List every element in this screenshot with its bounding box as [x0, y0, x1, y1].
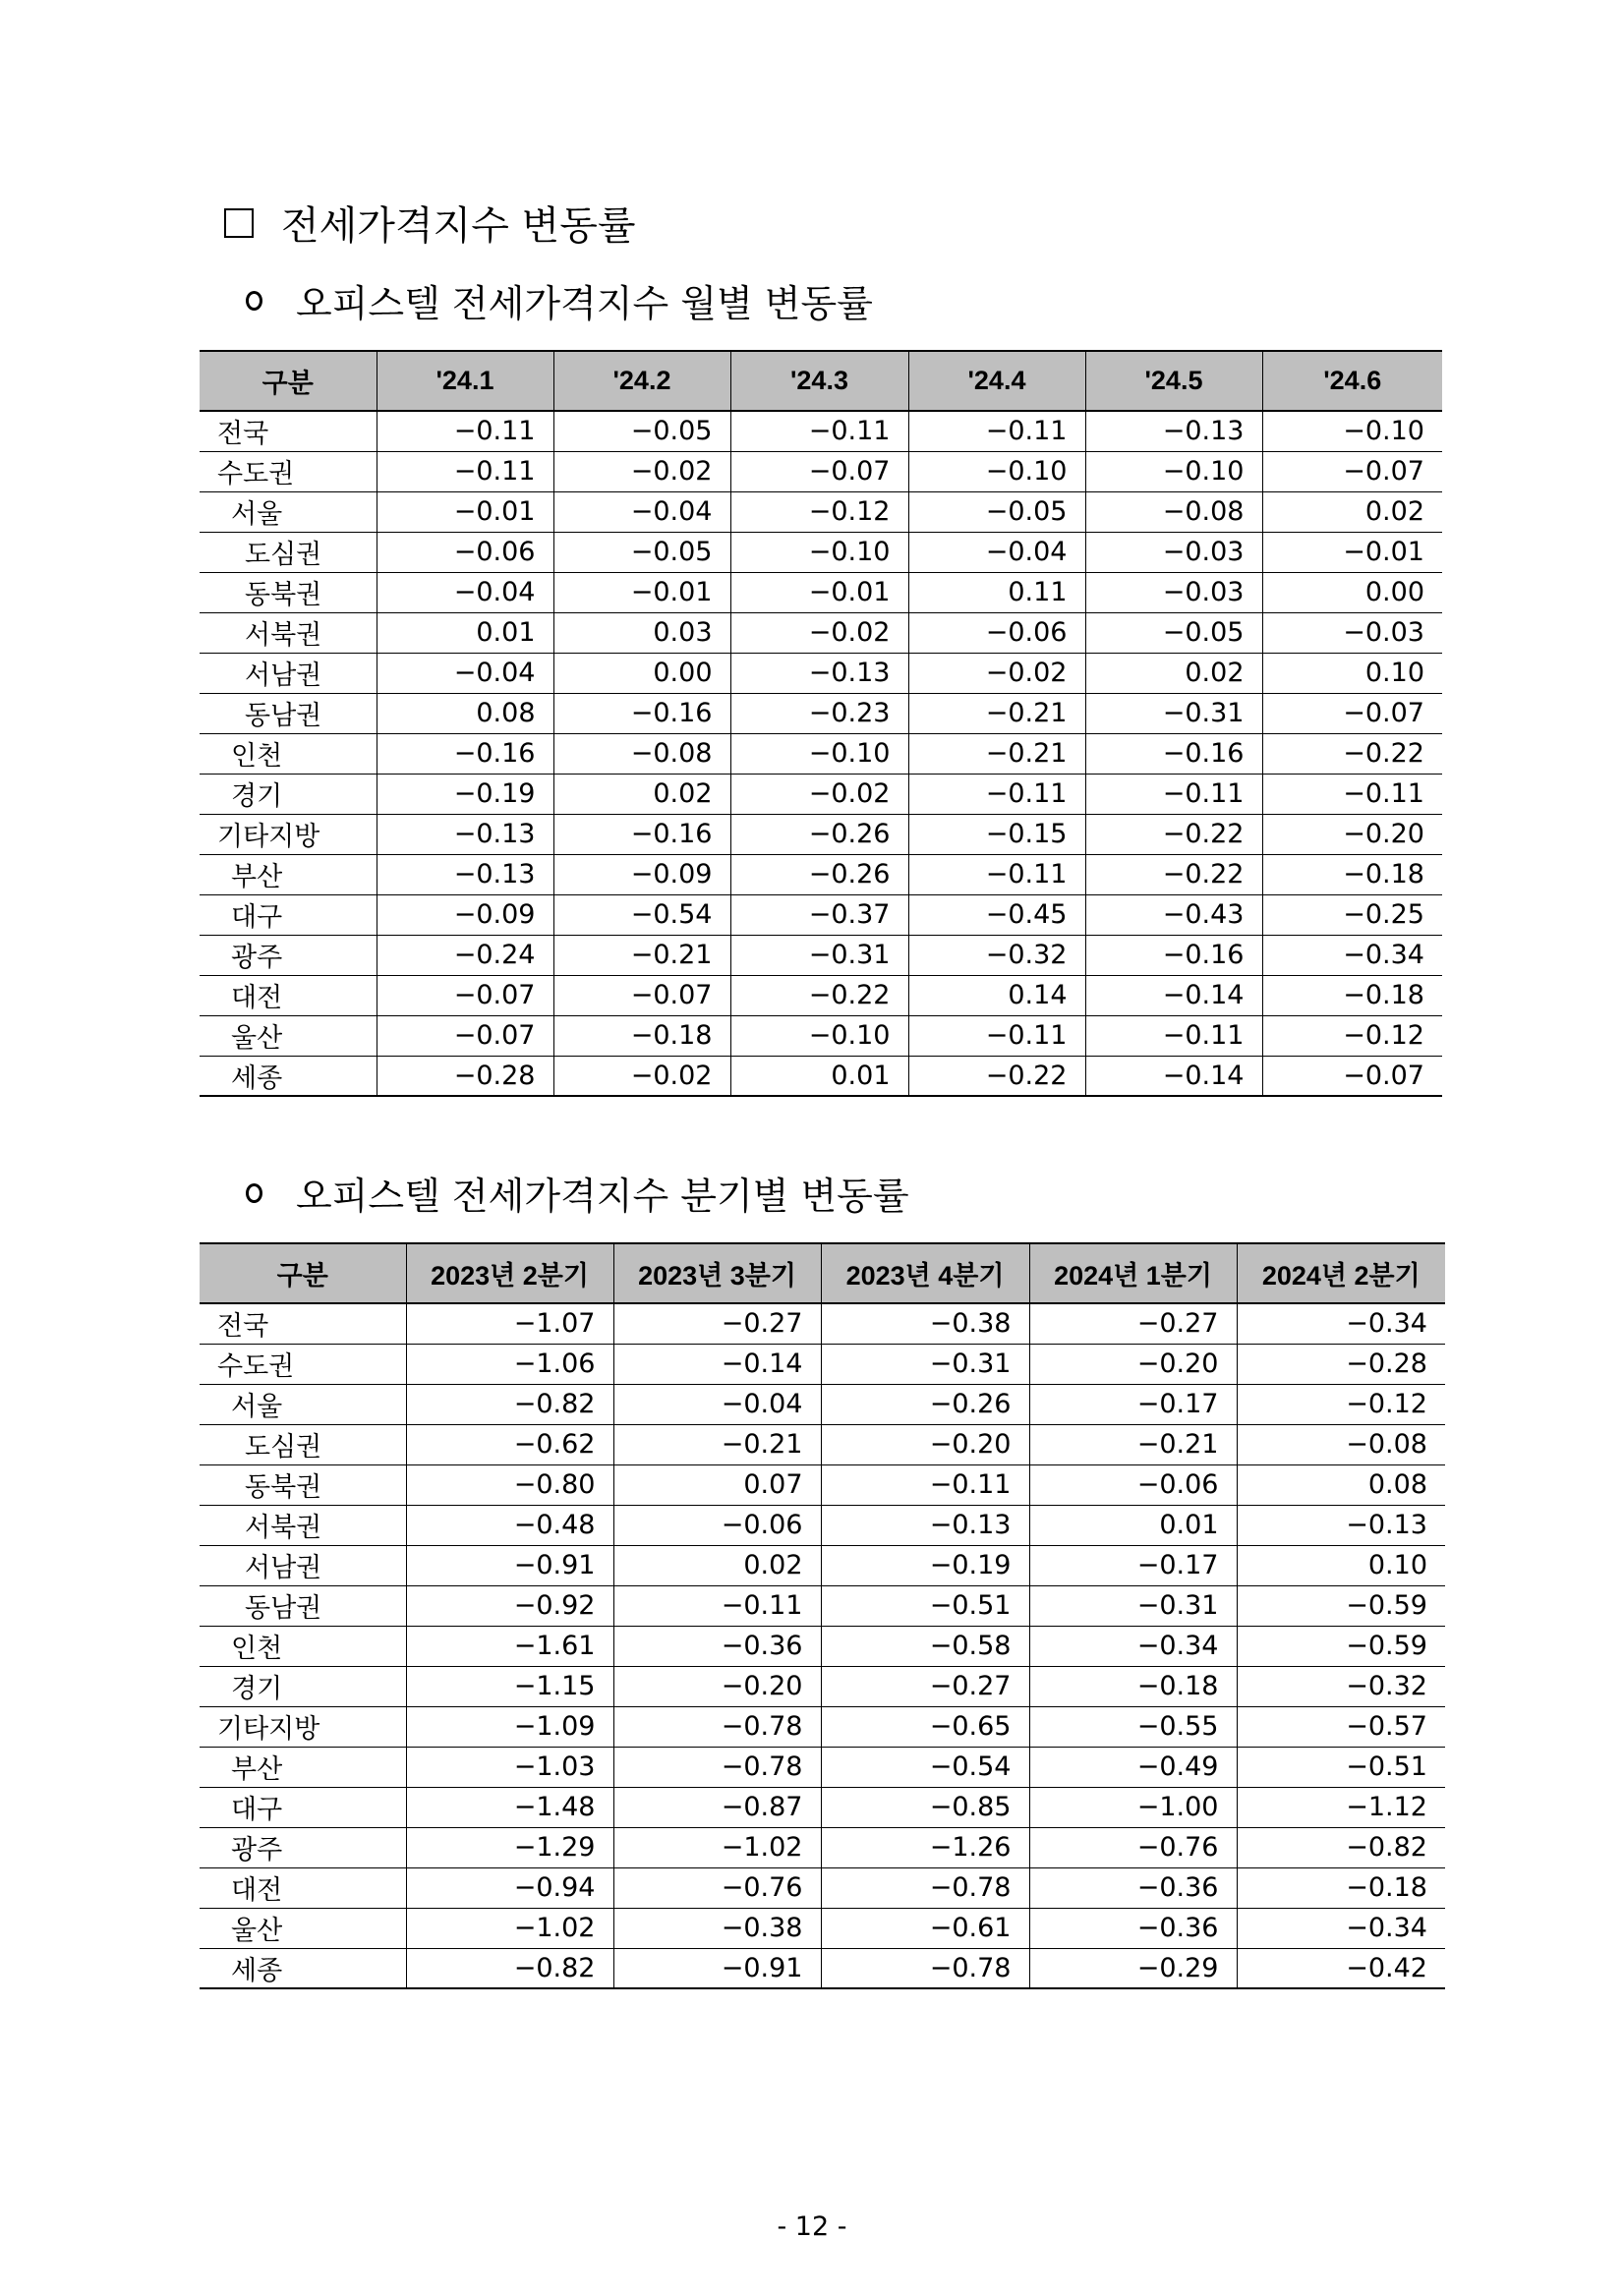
table-row: [200, 1545, 1445, 1585]
table-cell: −1.15: [406, 1666, 613, 1706]
table-cell: −0.07: [1262, 1056, 1442, 1096]
row-label: 서남권: [200, 1545, 406, 1585]
table-cell: −0.14: [613, 1344, 821, 1384]
table-cell: −0.21: [908, 733, 1085, 774]
table-cell: 0.08: [1237, 1464, 1445, 1505]
table-cell: 0.02: [1085, 653, 1262, 693]
table-cell: −0.01: [553, 572, 730, 612]
table-cell: −1.29: [406, 1827, 613, 1867]
table-row: [200, 935, 1442, 975]
table-cell: −0.26: [730, 814, 908, 854]
table-cell: −0.16: [1085, 733, 1262, 774]
table-cell: −0.10: [730, 733, 908, 774]
table-cell: −1.06: [406, 1344, 613, 1384]
column-header: '24.2: [553, 351, 730, 411]
table-row: [200, 1585, 1445, 1626]
row-label: 기타지방: [200, 814, 377, 854]
row-label: 서북권: [200, 612, 377, 653]
table-cell: −0.26: [821, 1384, 1029, 1424]
table-cell: −0.04: [553, 491, 730, 532]
row-label: 광주: [200, 1827, 406, 1867]
table-cell: −0.18: [553, 1015, 730, 1056]
table-cell: −0.14: [1085, 975, 1262, 1015]
table-cell: −0.05: [908, 491, 1085, 532]
table-row: [200, 1666, 1445, 1706]
table-cell: −0.59: [1237, 1585, 1445, 1626]
table-row: [200, 411, 1442, 451]
table-cell: −0.04: [613, 1384, 821, 1424]
table-cell: −0.31: [1085, 693, 1262, 733]
table-row: [200, 1626, 1445, 1666]
table-cell: −0.22: [1262, 733, 1442, 774]
table-cell: 0.07: [613, 1464, 821, 1505]
table-cell: −0.55: [1029, 1706, 1237, 1747]
table-cell: −0.02: [730, 612, 908, 653]
table-cell: −0.43: [1085, 894, 1262, 935]
table-cell: −0.01: [377, 491, 553, 532]
table-cell: −1.00: [1029, 1787, 1237, 1827]
table-cell: −0.21: [613, 1424, 821, 1464]
row-label: 기타지방: [200, 1706, 406, 1747]
row-label: 동북권: [200, 1464, 406, 1505]
table-cell: −0.24: [377, 935, 553, 975]
table-cell: −0.91: [406, 1545, 613, 1585]
table-row: [200, 1706, 1445, 1747]
table-cell: −0.11: [908, 411, 1085, 451]
table-cell: −0.16: [1085, 935, 1262, 975]
table-cell: −0.82: [1237, 1827, 1445, 1867]
table-cell: −0.54: [553, 894, 730, 935]
table-cell: 0.01: [730, 1056, 908, 1096]
table-cell: −0.08: [553, 733, 730, 774]
table-cell: −1.02: [406, 1908, 613, 1948]
column-header: 2023년 2분기: [406, 1243, 613, 1303]
row-label: 동남권: [200, 1585, 406, 1626]
table-cell: −0.28: [1237, 1344, 1445, 1384]
table-cell: −0.78: [613, 1706, 821, 1747]
table-row: [200, 854, 1442, 894]
table-cell: −1.03: [406, 1747, 613, 1787]
table-cell: −0.38: [821, 1303, 1029, 1344]
table-cell: −0.11: [821, 1464, 1029, 1505]
table-cell: −0.04: [377, 572, 553, 612]
table-row: [200, 1505, 1445, 1545]
table-cell: −0.16: [553, 693, 730, 733]
table-cell: −0.10: [908, 451, 1085, 491]
column-header: '24.5: [1085, 351, 1262, 411]
table-header-row: [200, 1243, 1445, 1303]
column-header: 2024년 2분기: [1237, 1243, 1445, 1303]
table-cell: −0.51: [821, 1585, 1029, 1626]
table-cell: −0.21: [1029, 1424, 1237, 1464]
table-cell: −0.05: [553, 532, 730, 572]
table-cell: −0.07: [377, 1015, 553, 1056]
table-row: [200, 693, 1442, 733]
table-cell: −0.26: [730, 854, 908, 894]
table-cell: −0.61: [821, 1908, 1029, 1948]
table-cell: −0.03: [1085, 572, 1262, 612]
row-label: 도심권: [200, 532, 377, 572]
table-cell: −0.11: [1085, 1015, 1262, 1056]
table-row: [200, 814, 1442, 854]
table-cell: −0.18: [1262, 975, 1442, 1015]
row-label: 광주: [200, 935, 377, 975]
column-header-category: 구분: [200, 1243, 406, 1303]
table-row: [200, 612, 1442, 653]
table-cell: −0.78: [613, 1747, 821, 1787]
quarterly-change-table: [200, 1242, 1445, 1989]
table-row: [200, 1948, 1445, 1988]
table-cell: −0.22: [1085, 814, 1262, 854]
table-cell: −0.91: [613, 1948, 821, 1988]
row-label: 울산: [200, 1908, 406, 1948]
row-label: 동남권: [200, 693, 377, 733]
table-cell: −0.27: [613, 1303, 821, 1344]
table-cell: −0.11: [377, 451, 553, 491]
table-cell: −0.31: [1029, 1585, 1237, 1626]
column-header: '24.6: [1262, 351, 1442, 411]
table-cell: −1.48: [406, 1787, 613, 1827]
table-cell: −0.07: [1262, 451, 1442, 491]
table-cell: −0.08: [1085, 491, 1262, 532]
row-label: 수도권: [200, 451, 377, 491]
table-cell: 0.02: [613, 1545, 821, 1585]
table-row: [200, 1787, 1445, 1827]
table-cell: −0.18: [1237, 1867, 1445, 1908]
table-row: [200, 1384, 1445, 1424]
table-cell: −0.12: [1262, 1015, 1442, 1056]
column-header: 2024년 1분기: [1029, 1243, 1237, 1303]
table-cell: 0.01: [377, 612, 553, 653]
table-cell: −0.76: [1029, 1827, 1237, 1867]
table-cell: −0.49: [1029, 1747, 1237, 1787]
table-cell: −0.22: [1085, 854, 1262, 894]
row-label: 경기: [200, 1666, 406, 1706]
monthly-title-text: 오피스텔 전세가격지수 월별 변동률: [296, 282, 873, 325]
table-header-row: [200, 351, 1442, 411]
table-cell: −0.78: [821, 1867, 1029, 1908]
table-row: [200, 894, 1442, 935]
table-cell: −0.12: [730, 491, 908, 532]
table-cell: −0.22: [730, 975, 908, 1015]
row-label: 세종: [200, 1056, 377, 1096]
table-cell: −0.36: [613, 1626, 821, 1666]
column-header: 2023년 3분기: [613, 1243, 821, 1303]
table-cell: −0.01: [1262, 532, 1442, 572]
bullet-icon: [246, 291, 262, 311]
table-cell: −0.16: [377, 733, 553, 774]
table-cell: −0.42: [1237, 1948, 1445, 1988]
table-cell: −1.12: [1237, 1787, 1445, 1827]
table-cell: 0.11: [908, 572, 1085, 612]
table-cell: −0.32: [908, 935, 1085, 975]
table-cell: −0.10: [1262, 411, 1442, 451]
table-row: [200, 774, 1442, 814]
table-cell: −0.13: [730, 653, 908, 693]
table-cell: −0.15: [908, 814, 1085, 854]
table-cell: −0.18: [1029, 1666, 1237, 1706]
table-cell: −0.76: [613, 1867, 821, 1908]
table-cell: −0.45: [908, 894, 1085, 935]
table-cell: 0.02: [1262, 491, 1442, 532]
table-cell: −1.07: [406, 1303, 613, 1344]
table-cell: −0.17: [1029, 1384, 1237, 1424]
row-label: 대구: [200, 894, 377, 935]
table-cell: −1.26: [821, 1827, 1029, 1867]
table-cell: −0.11: [908, 774, 1085, 814]
table-cell: −0.13: [1237, 1505, 1445, 1545]
table-row: [200, 1908, 1445, 1948]
table-row: [200, 1747, 1445, 1787]
table-cell: −0.05: [1085, 612, 1262, 653]
table-cell: −0.11: [908, 854, 1085, 894]
table-cell: −0.29: [1029, 1948, 1237, 1988]
table-cell: −0.19: [821, 1545, 1029, 1585]
row-label: 부산: [200, 1747, 406, 1787]
table-row: [200, 1867, 1445, 1908]
row-label: 수도권: [200, 1344, 406, 1384]
table-cell: −0.07: [730, 451, 908, 491]
table-cell: −0.03: [1262, 612, 1442, 653]
table-cell: 0.03: [553, 612, 730, 653]
table-cell: −0.08: [1237, 1424, 1445, 1464]
column-header: '24.1: [377, 351, 553, 411]
table-cell: −0.34: [1237, 1908, 1445, 1948]
table-row: [200, 1464, 1445, 1505]
table-cell: −0.25: [1262, 894, 1442, 935]
table-cell: −0.18: [1262, 854, 1442, 894]
table-row: [200, 1303, 1445, 1344]
table-cell: −0.03: [1085, 532, 1262, 572]
row-label: 인천: [200, 1626, 406, 1666]
row-label: 대구: [200, 1787, 406, 1827]
table-cell: −0.02: [553, 451, 730, 491]
table-cell: −0.21: [908, 693, 1085, 733]
table-cell: −0.11: [1262, 774, 1442, 814]
table-row: [200, 532, 1442, 572]
row-label: 서북권: [200, 1505, 406, 1545]
row-label: 서울: [200, 1384, 406, 1424]
table-cell: −0.20: [613, 1666, 821, 1706]
table-cell: −0.51: [1237, 1747, 1445, 1787]
table-cell: −0.31: [730, 935, 908, 975]
table-cell: −0.23: [730, 693, 908, 733]
row-label: 경기: [200, 774, 377, 814]
table-row: [200, 1424, 1445, 1464]
row-label: 대전: [200, 1867, 406, 1908]
table-cell: −0.13: [821, 1505, 1029, 1545]
table-row: [200, 572, 1442, 612]
table-cell: −0.82: [406, 1948, 613, 1988]
table-cell: 0.01: [1029, 1505, 1237, 1545]
table-cell: −0.13: [377, 814, 553, 854]
row-label: 서울: [200, 491, 377, 532]
table-cell: −0.06: [377, 532, 553, 572]
column-header: 2023년 4분기: [821, 1243, 1029, 1303]
table-cell: −0.31: [821, 1344, 1029, 1384]
table-cell: −0.13: [1085, 411, 1262, 451]
column-header: '24.4: [908, 351, 1085, 411]
table-cell: −0.85: [821, 1787, 1029, 1827]
section-title: [224, 195, 635, 251]
table-cell: −0.19: [377, 774, 553, 814]
table-cell: −0.06: [1029, 1464, 1237, 1505]
table-cell: −0.07: [553, 975, 730, 1015]
table-cell: −0.09: [377, 894, 553, 935]
table-row: [200, 1015, 1442, 1056]
table-cell: −0.22: [908, 1056, 1085, 1096]
table-cell: −1.02: [613, 1827, 821, 1867]
table-cell: −0.34: [1237, 1303, 1445, 1344]
table-cell: −0.11: [377, 411, 553, 451]
table-cell: −0.21: [553, 935, 730, 975]
column-header: '24.3: [730, 351, 908, 411]
table-cell: −0.80: [406, 1464, 613, 1505]
bullet-icon: [246, 1183, 262, 1203]
table-cell: −0.02: [730, 774, 908, 814]
table-cell: −0.04: [377, 653, 553, 693]
table-row: [200, 451, 1442, 491]
row-label: 대전: [200, 975, 377, 1015]
table-cell: −0.28: [377, 1056, 553, 1096]
table-row: [200, 653, 1442, 693]
table-cell: −0.20: [1029, 1344, 1237, 1384]
table-cell: −0.36: [1029, 1908, 1237, 1948]
row-label: 부산: [200, 854, 377, 894]
table-cell: 0.14: [908, 975, 1085, 1015]
table-cell: −0.16: [553, 814, 730, 854]
table-cell: −0.82: [406, 1384, 613, 1424]
row-label: 인천: [200, 733, 377, 774]
table-cell: −0.11: [613, 1585, 821, 1626]
table-row: [200, 1056, 1442, 1096]
table-cell: −0.01: [730, 572, 908, 612]
column-header-category: 구분: [200, 351, 377, 411]
table-cell: 0.10: [1237, 1545, 1445, 1585]
table-cell: −0.02: [553, 1056, 730, 1096]
table-cell: −0.54: [821, 1747, 1029, 1787]
quarterly-title-text: 오피스텔 전세가격지수 분기별 변동률: [296, 1175, 909, 1218]
table-row: [200, 1344, 1445, 1384]
quarterly-table-title: [246, 1166, 909, 1220]
table-cell: −0.10: [1085, 451, 1262, 491]
row-label: 전국: [200, 411, 377, 451]
table-row: [200, 491, 1442, 532]
table-cell: −0.06: [908, 612, 1085, 653]
table-cell: −0.27: [821, 1666, 1029, 1706]
table-cell: −0.48: [406, 1505, 613, 1545]
table-cell: −1.61: [406, 1626, 613, 1666]
row-label: 도심권: [200, 1424, 406, 1464]
table-cell: −0.09: [553, 854, 730, 894]
table-cell: −0.78: [821, 1948, 1029, 1988]
table-cell: 0.00: [1262, 572, 1442, 612]
table-cell: 0.02: [553, 774, 730, 814]
table-row: [200, 975, 1442, 1015]
table-cell: −0.32: [1237, 1666, 1445, 1706]
table-cell: −0.17: [1029, 1545, 1237, 1585]
table-cell: −0.37: [730, 894, 908, 935]
table-cell: −0.58: [821, 1626, 1029, 1666]
table-cell: −0.94: [406, 1867, 613, 1908]
table-cell: −0.14: [1085, 1056, 1262, 1096]
table-cell: −0.10: [730, 1015, 908, 1056]
table-cell: −0.38: [613, 1908, 821, 1948]
section-title-text: 전세가격지수 변동률: [281, 203, 636, 249]
table-cell: −0.04: [908, 532, 1085, 572]
table-cell: −0.07: [1262, 693, 1442, 733]
table-cell: −0.62: [406, 1424, 613, 1464]
table-cell: 0.08: [377, 693, 553, 733]
table-cell: −0.12: [1237, 1384, 1445, 1424]
table-cell: −0.34: [1262, 935, 1442, 975]
table-cell: −0.06: [613, 1505, 821, 1545]
table-cell: −0.20: [1262, 814, 1442, 854]
table-cell: 0.10: [1262, 653, 1442, 693]
table-cell: −0.11: [730, 411, 908, 451]
table-cell: −0.57: [1237, 1706, 1445, 1747]
table-cell: −0.65: [821, 1706, 1029, 1747]
table-cell: −0.11: [1085, 774, 1262, 814]
table-cell: −0.92: [406, 1585, 613, 1626]
row-label: 서남권: [200, 653, 377, 693]
row-label: 울산: [200, 1015, 377, 1056]
table-cell: −0.87: [613, 1787, 821, 1827]
table-cell: −0.34: [1029, 1626, 1237, 1666]
monthly-table-title: [246, 273, 873, 327]
row-label: 전국: [200, 1303, 406, 1344]
page-number: - 12 -: [777, 2211, 847, 2242]
table-cell: −0.36: [1029, 1867, 1237, 1908]
table-cell: 0.00: [553, 653, 730, 693]
monthly-change-table: [200, 350, 1442, 1097]
table-cell: −0.05: [553, 411, 730, 451]
row-label: 세종: [200, 1948, 406, 1988]
table-cell: −0.20: [821, 1424, 1029, 1464]
table-cell: −0.02: [908, 653, 1085, 693]
table-cell: −0.10: [730, 532, 908, 572]
table-cell: −0.59: [1237, 1626, 1445, 1666]
table-cell: −0.27: [1029, 1303, 1237, 1344]
table-cell: −0.11: [908, 1015, 1085, 1056]
table-cell: −0.13: [377, 854, 553, 894]
table-cell: −1.09: [406, 1706, 613, 1747]
checkbox-icon: [224, 208, 254, 238]
table-row: [200, 733, 1442, 774]
table-cell: −0.07: [377, 975, 553, 1015]
table-row: [200, 1827, 1445, 1867]
row-label: 동북권: [200, 572, 377, 612]
